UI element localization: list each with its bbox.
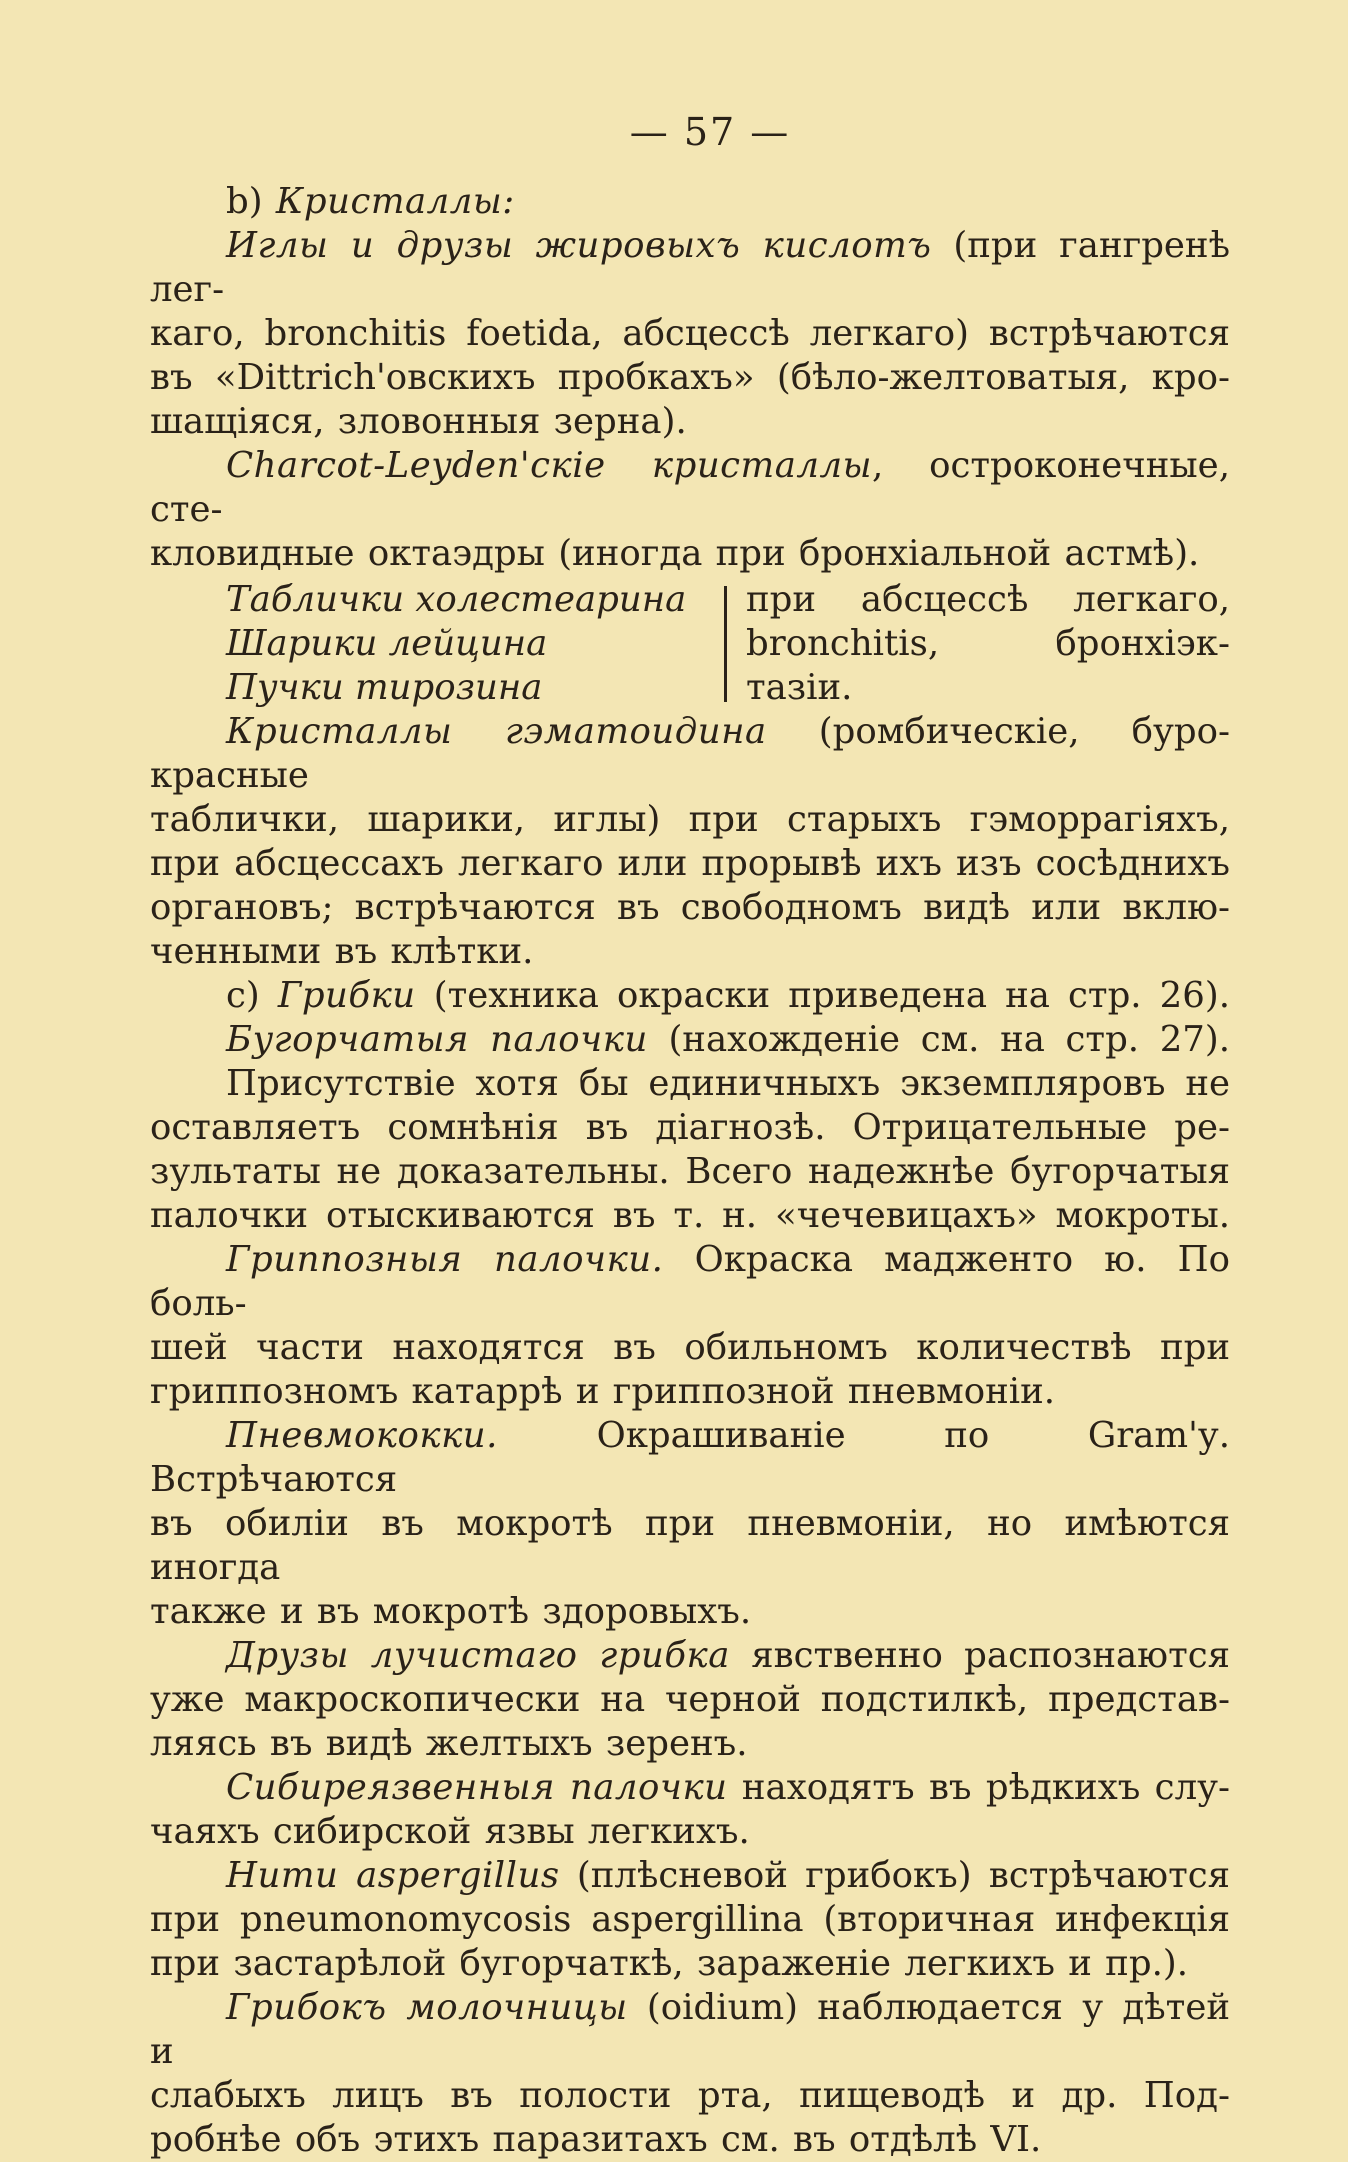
term-anthrax: Сибиреязвенныя палочки — [226, 1767, 728, 1808]
crystals-table — [226, 578, 1230, 710]
table-left-column — [226, 578, 706, 710]
para-actino-line-2: уже макроскопически на черной подстилкѣ, представ- — [150, 1679, 1230, 1720]
para-presence-line-4: палочки отыскиваются въ т. н. «чечевицахъ» мокроты. — [150, 1195, 1230, 1236]
para-pneumo-line-2: въ обиліи въ мокротѣ при пневмоніи, но имѣются иногда — [150, 1503, 1230, 1588]
para-fatty-line-4: шащіяся, зловонныя зерна). — [150, 401, 687, 442]
page — [150, 110, 1230, 2162]
para-hematoidin-line-4: органовъ; встрѣчаются въ свободномъ видѣ или вклю- — [150, 887, 1230, 928]
para-hematoidin-line-2: таблички, шарики, иглы) при старыхъ гэморрагіяхъ, — [150, 799, 1230, 840]
table-item-cholesterol: Таблички холестеарина — [226, 579, 687, 620]
para-pneumo-line-1: Пневмококки. Окрашиваніе по Gram'у. Встрѣчаются — [150, 1415, 1230, 1500]
para-presence-line-1: Присутствіе хотя бы единичныхъ экземпляровъ не — [226, 1063, 1230, 1104]
para-hematoidin-line-3: при абсцессахъ легкаго или прорывѣ ихъ изъ сосѣднихъ — [150, 843, 1230, 884]
para-anthrax-line-2: чаяхъ сибирской язвы легкихъ. — [150, 1811, 750, 1852]
section-b-title: Кристаллы: — [275, 181, 515, 222]
term-actinomyces: Друзы лучистаго грибка — [226, 1635, 730, 1676]
table-right-line-1: при абсцессѣ легкаго, — [746, 579, 1230, 620]
para-hematoidin-line-5: ченными въ клѣтки. — [150, 931, 534, 972]
para-presence-line-2: оставляетъ сомнѣнія въ діагнозѣ. Отрицательные ре- — [150, 1107, 1230, 1148]
para-presence-line-3: зультаты не доказательны. Всего надежнѣе бугорчатыя — [150, 1151, 1230, 1192]
table-right-column — [746, 578, 1230, 710]
term-fungi: Грибки — [277, 975, 416, 1016]
table-item-leucine: Шарики лейцина — [226, 623, 548, 664]
para-actino-line-1: Друзы лучистаго грибка явственно распознаются — [226, 1635, 1231, 1676]
table-right-line-3: тазіи. — [746, 667, 853, 708]
para-flu-line-1: Гриппозныя палочки. Окраска мадженто ю. По боль- — [150, 1239, 1230, 1324]
term-charcot: Charcot-Leyden'скіе кристаллы — [226, 445, 873, 486]
table-right-line-2: bronchitis, бронхіэк- — [746, 623, 1230, 664]
para-anthrax-line-1: Сибиреязвенныя палочки находятъ въ рѣдкихъ слу- — [226, 1767, 1231, 1808]
table-item-tyrosine: Пучки тирозина — [226, 667, 543, 708]
brace-icon — [706, 578, 746, 710]
para-flu-line-3: гриппозномъ катаррѣ и гриппозной пневмоніи. — [150, 1371, 1056, 1412]
para-hematoidin-line-1: Кристаллы гэматоидина (ромбическіе, буро-красные — [150, 711, 1230, 796]
para-asperg-line-3: при застарѣлой бугорчаткѣ, зараженіе легкихъ и пр.). — [150, 1943, 1188, 1984]
term-tb: Бугорчатыя палочки — [226, 1019, 648, 1060]
term-hematoidin: Кристаллы гэматоидина — [226, 711, 767, 752]
para-charcot-line-2: кловидные октаэдры (иногда при бронхіальной астмѣ). — [150, 533, 1200, 574]
term-thrush: Грибокъ молочницы — [226, 1987, 628, 2028]
section-b-heading: b) Кристаллы: — [226, 181, 515, 222]
para-thrush-line-3: робнѣе объ этихъ паразитахъ см. въ отдѣлѣ VI. — [150, 2119, 1042, 2160]
para-charcot-line-1: Charcot-Leyden'скіе кристаллы, остроконечные, сте- — [150, 445, 1230, 530]
para-fatty-line-2: каго, bronchitis foetida, абсцессѣ легкаго) встрѣчаются — [150, 313, 1230, 354]
para-actino-line-3: ляясь въ видѣ желтыхъ зеренъ. — [150, 1723, 748, 1764]
page-number: — 57 — — [629, 110, 791, 154]
para-thrush-line-2: слабыхъ лицъ въ полости рта, пищеводѣ и др. Под- — [150, 2075, 1230, 2116]
term-fatty-acids: Иглы и друзы жировыхъ кислотъ — [226, 225, 932, 266]
para-thrush-line-1: Грибокъ молочницы (oidium) наблюдается у дѣтей и — [150, 1987, 1230, 2072]
para-fatty-line-1: Иглы и друзы жировыхъ кислотъ (при гангренѣ лег- — [150, 225, 1231, 310]
term-flu: Гриппозныя палочки. — [226, 1239, 664, 1280]
term-aspergillus: Нити aspergillus — [226, 1855, 560, 1896]
para-asperg-line-2: при pneumonomycosis aspergillina (вторичная инфекція — [150, 1899, 1230, 1940]
term-pneumococci: Пневмококки. — [226, 1415, 498, 1456]
para-tb: Бугорчатыя палочки (нахожденіе см. на стр. 27). — [226, 1019, 1231, 1060]
para-fatty-line-3: въ «Dittrich'овскихъ пробкахъ» (бѣло-желтоватыя, кро- — [150, 357, 1230, 398]
para-flu-line-2: шей части находятся въ обильномъ количествѣ при — [150, 1327, 1230, 1368]
para-asperg-line-1: Нити aspergillus (плѣсневой грибокъ) встрѣчаются — [226, 1855, 1230, 1896]
para-fungi: c) Грибки (техника окраски приведена на стр. 26). — [226, 975, 1230, 1016]
para-pneumo-line-3: также и въ мокротѣ здоровыхъ. — [150, 1591, 752, 1632]
